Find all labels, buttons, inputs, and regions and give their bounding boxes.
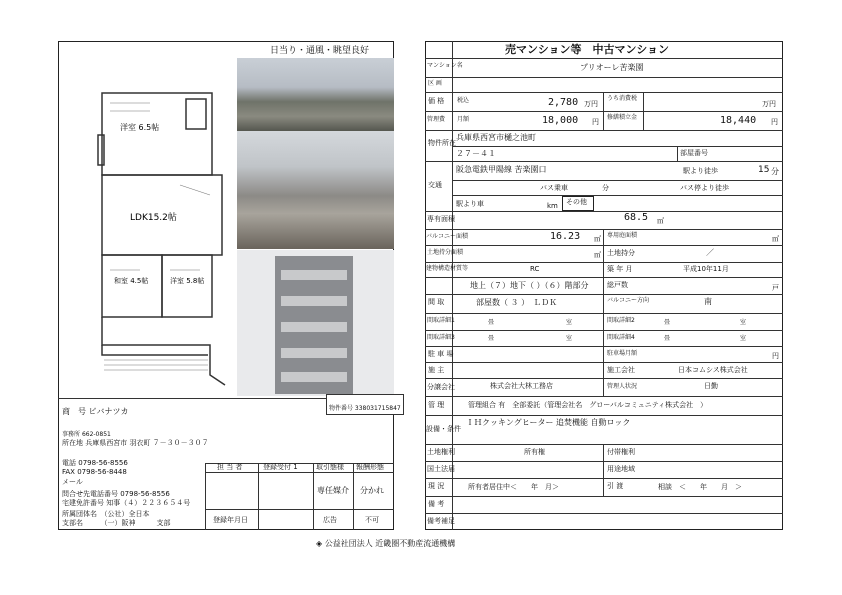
futai-label: 付帯権利 [607,448,635,456]
price-sub: 税込 [457,97,470,104]
madori4-ko: 室 [740,335,747,342]
stamp: 物件番号 338031715847 [326,394,404,415]
jimusho: 662-0851 [81,431,111,438]
kanrinin-label: 管理人状況 [607,383,638,390]
busstop-label: バス停より徒歩 [680,184,729,192]
tax-label: うち消費税 [607,95,638,102]
senyu-unit: ㎡ [657,217,664,225]
tochi-label: 土地権利 [427,448,455,456]
hoshu-value: 分かれ [360,486,384,495]
shogo-label: 商 号 [62,407,86,416]
kanri-value: 18,000 [542,115,579,126]
ad-value: 不可 [365,516,379,524]
parking-label: 駐 車 場 [428,350,454,358]
fax-label: FAX [62,468,75,476]
shuzen-unit: 円 [771,118,778,126]
structure-label: 建物構造材質等 [426,265,469,272]
address2: ２７－４１ [456,149,496,158]
seshu-label: 施 主 [428,366,445,374]
footer-text: 公益社団法人 近畿圏不動産流通機構 [324,539,456,548]
room-label-3: 洋室 5.8帖 [170,277,205,285]
shuzen-value: 18,440 [720,115,757,126]
floors-value: 地上（７）地下（ ）（６）階部分 [470,281,589,290]
station: 阪急電鉄甲陽線 苦楽園口 [456,165,547,174]
assoc: 所属団体名 （公社）全日本 [62,510,150,518]
hikiwatashi-label: 引 渡 [607,482,624,490]
other-label: その他 [566,198,587,206]
shozaichi-label: 所在地 [62,439,83,447]
parking-fee-label: 駐車場月額 [607,350,638,357]
photo-caption: 日当り・通風・眺望良好 [270,46,370,56]
total-units-label: 総戸数 [607,281,628,289]
tochi-value: 所有権 [524,448,545,456]
madori2-jo: 畳 [664,319,671,326]
madori2-ko: 室 [740,319,747,326]
balcony-label: バルコニー面積 [426,233,469,240]
youto-label: 用途地域 [607,465,635,473]
toroku-date-label: 登録年月日 [213,516,248,524]
sekou-value: 日本コムシス株式会社 [678,366,748,374]
price-unit: 万円 [584,100,598,108]
madori1-label: 間取詳細1 [427,317,455,324]
car-unit: km [547,202,558,210]
view-photo-1 [237,58,394,131]
inquiry-tel: 問合せ先電話番号 0798-56-8556 [62,490,170,498]
room-label-1: 洋室 6.5帖 [120,123,160,132]
building-photo [237,250,394,396]
room-no-label: 部屋番号 [680,149,708,157]
hikiwatashi-value: 相談 ＜ 年 月 ＞ [658,483,742,491]
kukaku-label: 区 画 [428,80,442,87]
staff-h1: 担 当 者 [217,463,243,471]
land-share-label2: 土地持分 [607,249,635,257]
shogo: ビバナツカ [88,407,129,416]
listing-title: 売マンション等 中古マンション [505,43,670,56]
tel: 0798-56-8556 [78,459,128,467]
setsubi-label: 設備・条件 [426,425,461,433]
land-share-unit: ㎡ [594,251,601,259]
genkyo-value: 所有者居住中＜ 年 月＞ [468,483,559,491]
address1: 兵庫県西宮市樋之池町 [456,133,536,142]
kanri-unit: 円 [592,118,599,126]
staff-h4: 報酬形態 [356,463,384,471]
madori-value: 部屋数（ ３ ） ＬＤＫ [476,298,558,307]
tel-label: 電話 [62,459,76,467]
kanri-label: 管理費 [427,116,446,123]
madori1-jo: 畳 [488,319,495,326]
floor-plan [90,55,230,400]
room-label-ldk: LDK15.2帖 [130,213,177,223]
madori3-ko: 室 [566,335,573,342]
walk-unit: 分 [771,167,779,176]
price-value: 2,780 [548,97,579,108]
built-label: 築 年 月 [607,265,633,273]
madori2-label: 間取詳細2 [607,317,635,324]
private-garden-label: 専用庭面積 [607,232,638,239]
ad-label: 広告 [323,516,337,524]
biko-label: 備 考 [428,500,445,508]
sekou-label: 施工会社 [607,366,635,374]
view-photo-2 [237,131,394,249]
car-label: 駅より車 [456,200,484,208]
mansion-name: プリオーレ苦楽園 [580,63,644,72]
kokudo-label: 国土法届 [427,465,455,473]
mansion-label: マンション名 [427,62,463,69]
license-no: 宅建免許番号 知事（４）２２３６５４号 [62,499,191,507]
branch: 支部名 （一）阪神 支部 [62,519,171,527]
bunjo-label: 分譲会社 [427,383,455,391]
staff-table [205,463,394,530]
bukken-label: 物件所在 [428,139,456,147]
org-logo-icon: ◈ [316,539,323,548]
direction-value: 南 [704,297,712,306]
kanri2-value: 管理組合 有 全部委託（管理会社名 グローバルコミュニティ株式会社 ） [468,401,708,409]
jimusho-label: 事務所 [62,431,81,438]
walk-label: 駅より徒歩 [683,167,718,175]
land-share-label: 土地持分面積 [427,249,464,256]
madori3-jo: 畳 [488,335,495,342]
tax-unit: 万円 [762,100,776,108]
staff-h2: 登録受付 1 [263,463,298,471]
kanri2-label: 管 理 [428,401,445,409]
torihiki-value: 専任媒介 [317,486,349,495]
kanrinin-value: 日勤 [704,382,718,390]
walk-value: 15 [758,165,770,175]
setsubi-value: ＩＨクッキングヒーター 追焚機能 自動ロック [466,418,631,427]
shozaichi: 兵庫県西宮市 羽衣町 ７－３０－３０７ [85,439,209,447]
madori4-label: 間取詳細4 [607,334,635,341]
land-share-value: ／ [706,248,714,257]
fax: 0798-56-8448 [77,468,127,476]
balcony-unit: ㎡ [594,235,601,243]
bunjo-value: 株式会社大林工務店 [490,382,553,390]
balcony-value: 16.23 [550,231,581,242]
price-label: 価 格 [428,97,445,105]
kanri-sub: 月額 [457,116,470,123]
total-units-unit: 戸 [772,284,779,292]
footer-org [316,540,455,548]
senyu-label: 専有面積 [427,215,455,223]
bus-label: バス乗車 [540,184,568,192]
room-label-2: 和室 4.5帖 [114,277,149,285]
madori-label: 間 取 [428,298,445,306]
kotsu-label: 交通 [428,181,442,189]
parking-fee-unit: 円 [772,352,779,360]
mail-label: メール [62,478,83,486]
genkyo-label: 現 況 [428,482,445,490]
built-value: 平成10年11月 [683,265,729,273]
bus-unit: 分 [602,184,609,192]
private-garden-unit: ㎡ [772,235,779,243]
bikohosoku-label: 備考補足 [427,517,455,525]
senyu-value: 68.5 [624,212,649,223]
direction-label: バルコニー方向 [607,297,650,304]
madori1-ko: 室 [566,319,573,326]
madori4-jo: 畳 [664,335,671,342]
madori3-label: 間取詳細3 [427,334,455,341]
shuzen-label: 修繕積立金 [607,114,638,121]
structure-value: RC [530,265,540,273]
staff-h3: 取引態様 [316,463,344,471]
